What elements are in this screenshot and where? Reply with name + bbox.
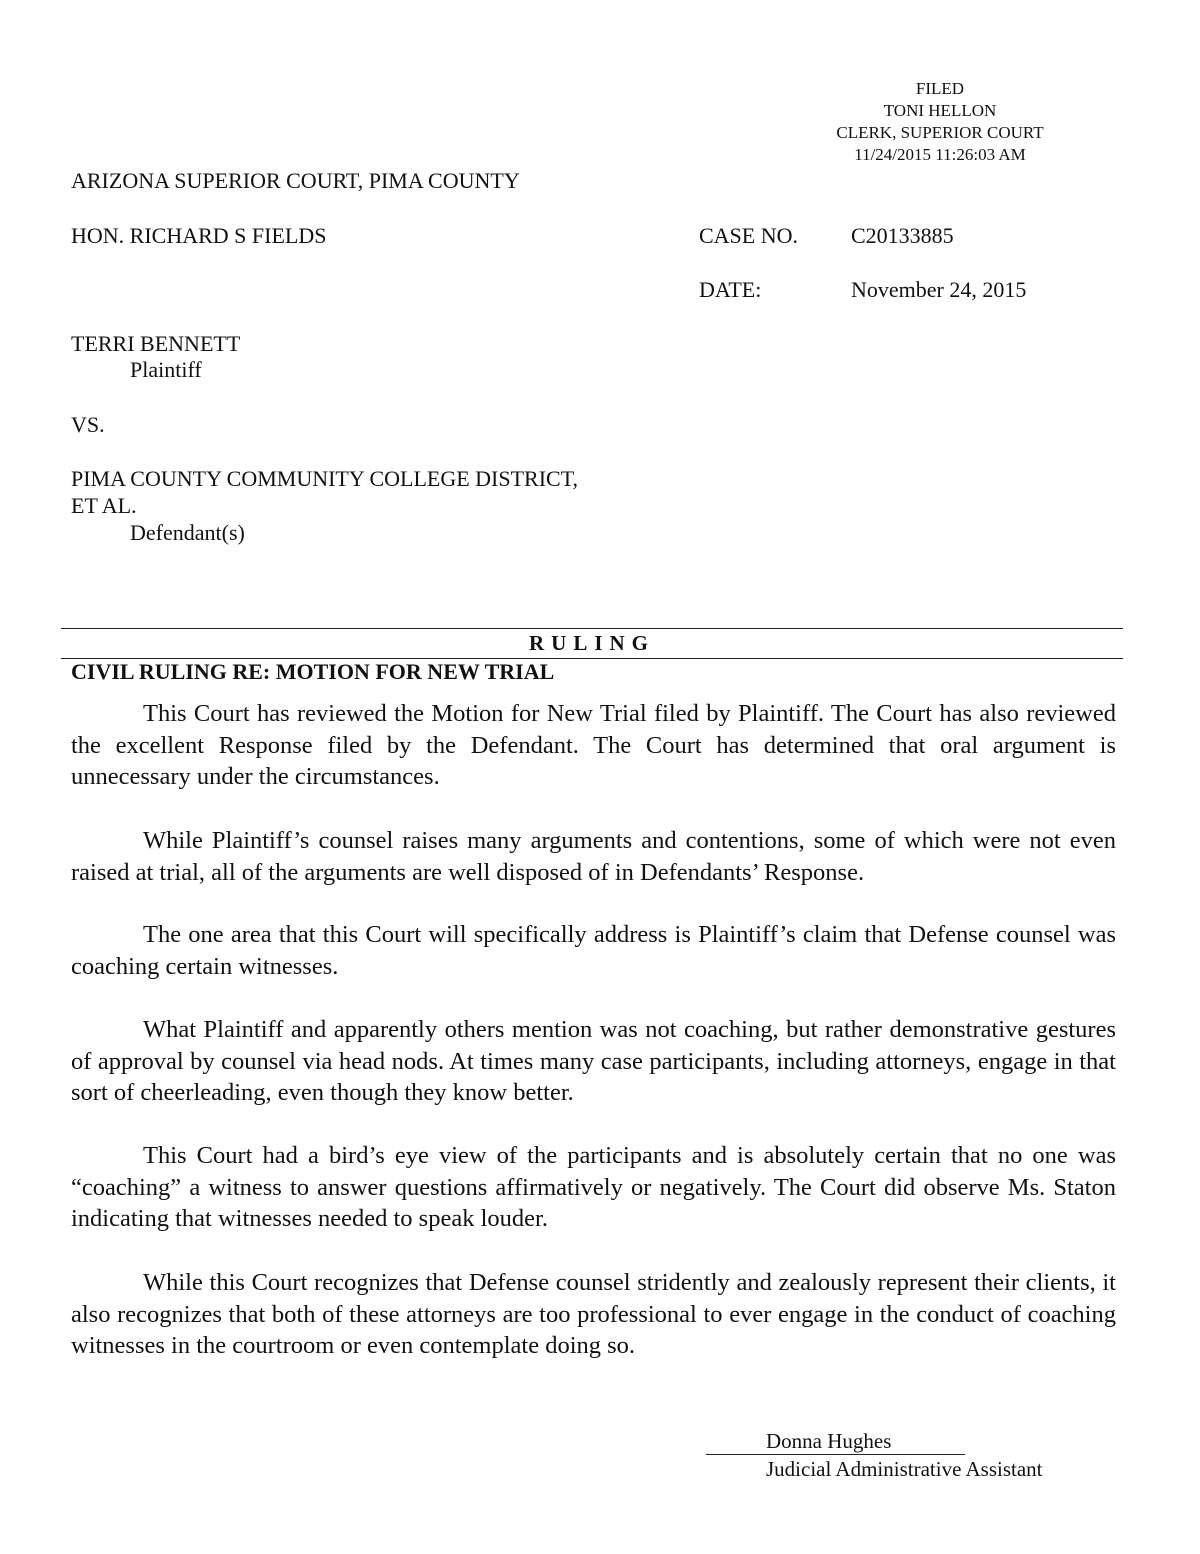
stamp-clerk-name: TONI HELLON [883, 101, 997, 120]
judge-name: HON. RICHARD S FIELDS [71, 223, 327, 248]
filed-stamp [800, 78, 1080, 166]
defendant-name-line1: PIMA COUNTY COMMUNITY COLLEGE DISTRICT, [71, 466, 579, 491]
versus-label: VS. [71, 412, 105, 437]
ruling-paragraph: While this Court recognizes that Defense counsel stridently and zealously represent their clients, it also recognizes that both of these attorneys are too professional to ever engage in the conduct of coaching witnesses in the courtroom or even contemplate doing so. [71, 1269, 1116, 1359]
defendant-role: Defendant(s) [130, 520, 245, 545]
date-value: November 24, 2015 [851, 277, 1027, 302]
ruling-paragraph: This Court has reviewed the Motion for New Trial filed by Plaintiff. The Court has also reviewed the excellent Response filed by the Defendant. The Court has determined that oral argument is unnecessary under the circumstances. [71, 700, 1116, 790]
signatory-title: Judicial Administrative Assistant [766, 1457, 1043, 1481]
case-number-value: C20133885 [851, 223, 954, 248]
signature-block [706, 1428, 1086, 1483]
ruling-paragraph: What Plaintiff and apparently others mention was not coaching, but rather demonstrative gestures of approval by counsel via head nods. At times many case participants, including attorneys, engage in that sort of cheerleading, even though they know better. [71, 1016, 1116, 1106]
stamp-filed-label: FILED [915, 79, 965, 98]
plaintiff-role: Plaintiff [130, 357, 202, 382]
case-number-label: CASE NO. [699, 223, 799, 248]
plaintiff-name: TERRI BENNETT [71, 331, 241, 356]
ruling-paragraph: The one area that this Court will specifically address is Plaintiff’s claim that Defense counsel was coaching certain witnesses. [71, 921, 1116, 980]
ruling-subheading: CIVIL RULING RE: MOTION FOR NEW TRIAL [71, 659, 555, 684]
date-label: DATE: [699, 277, 762, 302]
stamp-clerk-title: CLERK, SUPERIOR COURT [836, 123, 1044, 142]
ruling-top-divider [61, 628, 1123, 629]
stamp-filed-timestamp: 11/24/2015 11:26:03 AM [854, 145, 1026, 164]
court-title: ARIZONA SUPERIOR COURT, PIMA COUNTY [71, 168, 520, 193]
ruling-paragraph: While Plaintiff’s counsel raises many arguments and contentions, some of which were not even raised at trial, all of the arguments are well disposed of in Defendants’ Response. [71, 827, 1116, 886]
defendant-name-line2: ET AL. [71, 493, 137, 518]
ruling-heading: RULING [528, 631, 655, 655]
ruling-paragraph: This Court had a bird’s eye view of the participants and is absolutely certain that no one was “coaching” a witness to answer questions affirmatively or negatively. The Court did observe Ms. Staton indicating that witnesses needed to speak louder. [71, 1142, 1116, 1232]
signatory-name: Donna Hughes [706, 1428, 965, 1455]
